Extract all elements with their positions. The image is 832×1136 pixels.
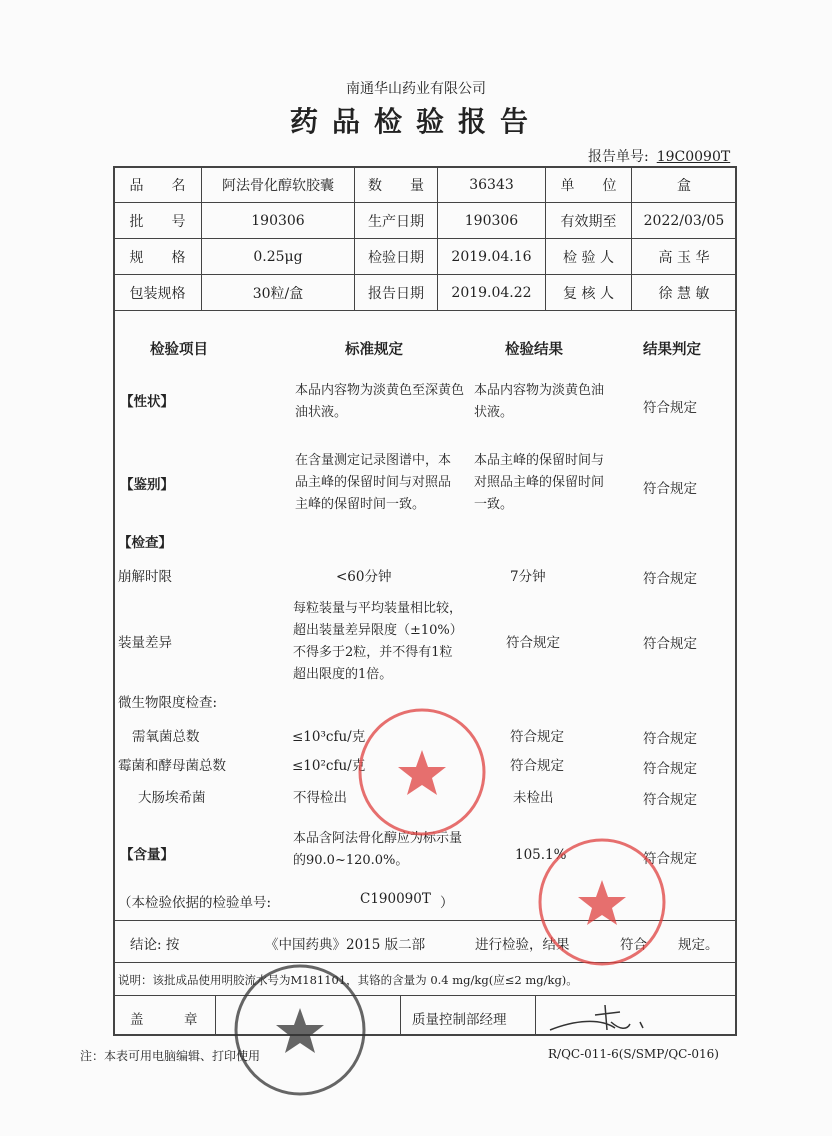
info-row <box>114 203 737 239</box>
value: 36343 <box>438 167 546 203</box>
manager-label: 质量控制部经理 <box>412 1012 507 1028</box>
info-row <box>114 239 737 275</box>
company-name: 南通华山药业有限公司 <box>346 81 486 97</box>
value: 190306 <box>438 203 546 239</box>
report-number-value: 19C0090T <box>656 149 731 165</box>
result: 本品内容物为淡黄色油状液。 <box>474 383 605 420</box>
seal-label: 盖 章 <box>130 1012 198 1028</box>
value: 2019.04.22 <box>438 275 546 311</box>
section-checks: 【检查】 <box>118 535 172 551</box>
company-stamp-black <box>230 960 370 1100</box>
item-ecoli: 大肠埃希菌 <box>138 790 206 806</box>
value: 阿法骨化醇软胶囊 <box>202 167 355 203</box>
divider <box>400 995 401 1036</box>
std: 本品内容物为淡黄色至深黄色油状液。 <box>295 383 465 420</box>
std: 在含量测定记录图谱中，本品主峰的保留时间与对照品主峰的保留时间一致。 <box>295 453 452 512</box>
form-code: R/QC-011-6(S/SMP/QC-016) <box>548 1047 719 1061</box>
result: 符合规定 <box>510 729 564 745</box>
label: 报告日期 <box>355 275 438 311</box>
label: 品 名 <box>114 167 202 203</box>
verdict: 符合规定 <box>643 731 697 747</box>
value: 2019.04.16 <box>438 239 546 275</box>
divider <box>535 995 536 1036</box>
item-assay: 【含量】 <box>120 847 174 863</box>
label: 有效期至 <box>546 203 632 239</box>
std: 不得检出 <box>293 790 347 806</box>
std: 每粒装量与平均装量相比较，超出装量差异限度（±10%）不得多于2粒，并不得有1粒超出限度的1倍。 <box>293 601 463 682</box>
result: 符合规定 <box>510 758 564 774</box>
divider <box>113 995 737 996</box>
company-stamp <box>535 835 670 970</box>
report-number <box>588 146 730 166</box>
basis-label: （本检验依据的检验单号: <box>118 895 272 911</box>
result: 本品主峰的保留时间与对照品主峰的保留时间一致。 <box>474 453 605 512</box>
std: 本品含阿法骨化醇应为标示量的90.0~120.0%。 <box>293 831 463 868</box>
value: 2022/03/05 <box>632 203 737 239</box>
verdict: 符合规定 <box>643 481 697 497</box>
conclusion-prefix: 结论: 按 <box>130 937 180 953</box>
value: 0.25μg <box>202 239 355 275</box>
header-standard: 标准规定 <box>345 342 403 358</box>
conclusion-standard: 《中国药典》2015 版二部 <box>265 937 426 953</box>
label: 数 量 <box>355 167 438 203</box>
info-table <box>113 166 737 311</box>
header-verdict: 结果判定 <box>643 342 701 358</box>
basis-value: C190090T <box>360 891 431 907</box>
item-mold-yeast: 霉菌和酵母菌总数 <box>118 758 226 774</box>
result: 符合规定 <box>506 635 560 651</box>
info-row <box>114 167 737 203</box>
header-result: 检验结果 <box>505 342 563 358</box>
label: 检 验 人 <box>546 239 632 275</box>
company-stamp <box>355 705 490 840</box>
label: 检验日期 <box>355 239 438 275</box>
std: ≤10²cfu/克 <box>292 758 366 774</box>
item-fill-variation: 装量差异 <box>118 635 172 651</box>
label: 规 格 <box>114 239 202 275</box>
conclusion-mid: 进行检验，结果 <box>475 937 570 953</box>
label: 生产日期 <box>355 203 438 239</box>
conclusion-result: 符合 <box>620 937 647 953</box>
label: 批 号 <box>114 203 202 239</box>
item-aerobic: 需氧菌总数 <box>132 729 200 745</box>
verdict: 符合规定 <box>643 851 697 867</box>
value: 高 玉 华 <box>632 239 737 275</box>
verdict: 符合规定 <box>643 400 697 416</box>
label: 包装规格 <box>114 275 202 311</box>
item-identification: 【鉴别】 <box>120 477 174 493</box>
label: 单 位 <box>546 167 632 203</box>
value: 盒 <box>632 167 737 203</box>
info-row <box>114 275 737 311</box>
verdict: 符合规定 <box>643 761 697 777</box>
result: 未检出 <box>513 790 554 806</box>
verdict: 符合规定 <box>643 636 697 652</box>
result: 105.1% <box>515 847 567 863</box>
item-disintegration: 崩解时限 <box>118 569 172 585</box>
note: 说明：该批成品使用明胶流水号为M181101，其铬的含量为 0.4 mg/kg(应≤2 mg/kg)。 <box>118 973 578 987</box>
header-item: 检验项目 <box>150 342 208 358</box>
item-appearance: 【性状】 <box>120 394 174 410</box>
result: 7分钟 <box>510 569 546 585</box>
value: 徐 慧 敏 <box>632 275 737 311</box>
value: 30粒/盒 <box>202 275 355 311</box>
divider <box>215 995 216 1036</box>
label: 复 核 人 <box>546 275 632 311</box>
std: ≤10³cfu/克 <box>292 729 366 745</box>
section-microbial: 微生物限度检查: <box>118 695 218 711</box>
report-title: 药品检验报告 <box>289 105 542 138</box>
footer-note: 注：本表可用电脑编辑、打印使用 <box>80 1049 261 1063</box>
verdict: 符合规定 <box>643 792 697 808</box>
basis-close: ） <box>440 895 454 911</box>
manager-signature <box>545 1000 655 1035</box>
value: 190306 <box>202 203 355 239</box>
conclusion-suffix: 规定。 <box>678 937 719 953</box>
report-number-label: 报告单号: <box>588 149 649 165</box>
std: <60分钟 <box>336 569 392 585</box>
verdict: 符合规定 <box>643 571 697 587</box>
